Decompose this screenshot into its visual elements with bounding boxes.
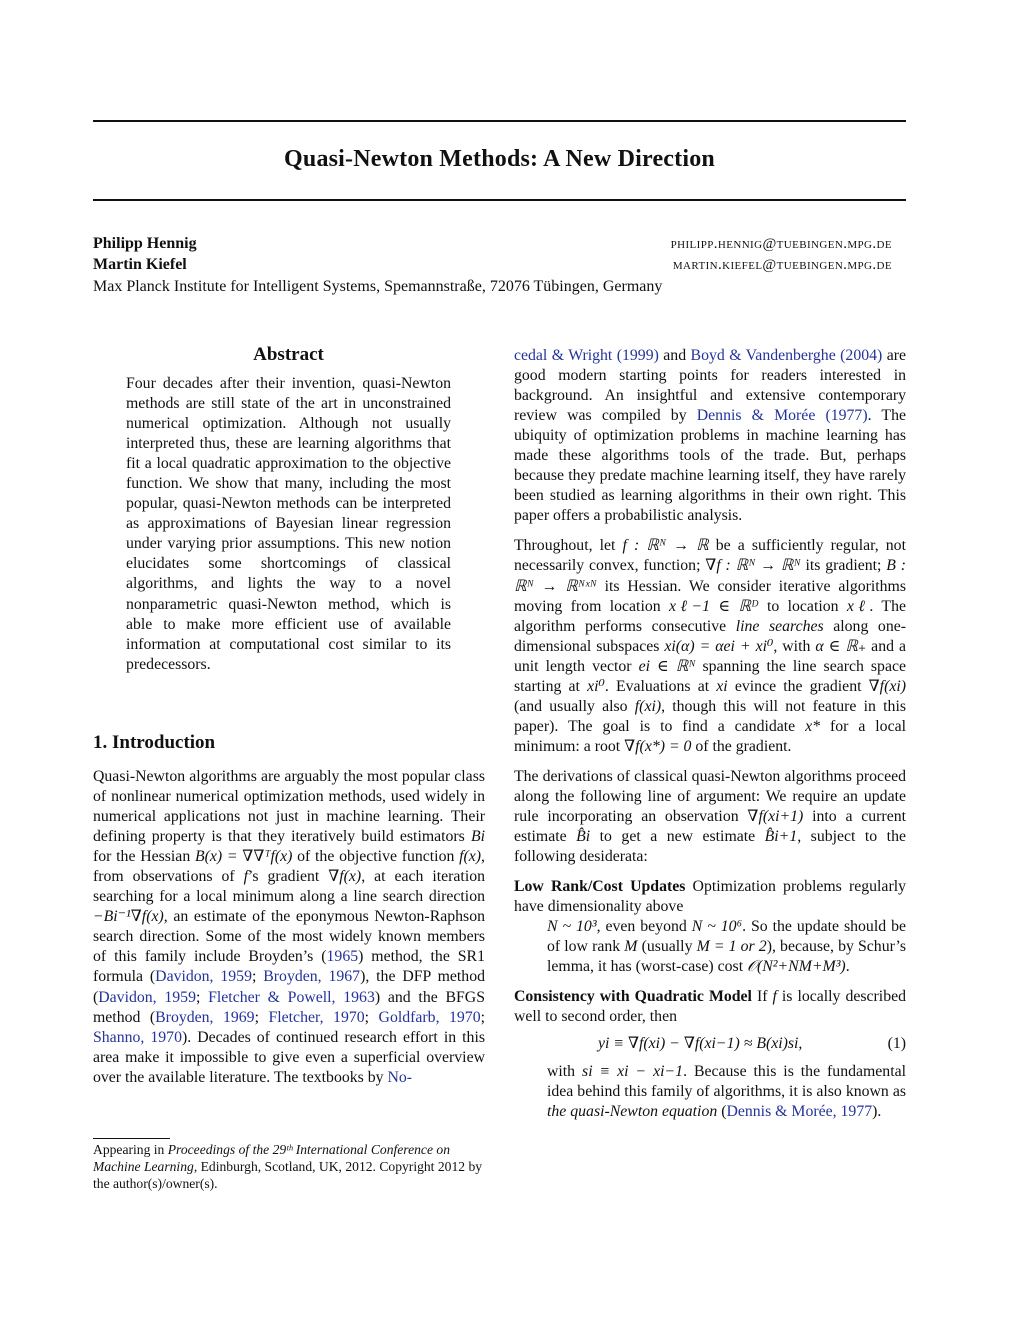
citation-link[interactable]: Dennis & Morée, 1977 [726, 1102, 873, 1120]
section-heading-introduction: 1. Introduction [93, 732, 216, 753]
citation-link[interactable]: Fletcher, 1970 [268, 1008, 365, 1026]
right-column-text [514, 346, 906, 1132]
citation-link[interactable]: Goldfarb, 1970 [378, 1008, 481, 1026]
author-row-2 [93, 255, 906, 275]
citation-link[interactable]: Boyd & Vandenberghe (2004) [690, 347, 883, 364]
citation-link[interactable]: Dennis & Morée (1977) [696, 407, 868, 425]
title-rule-bottom [93, 199, 906, 201]
left-column-text [93, 767, 485, 1088]
intro-paragraph-3: Throughout, let f : ℝᴺ → ℝ be a sufficiently regular, not necessarily convex, function; ∇f : ℝᴺ → ℝᴺ its gradient; B : ℝᴺ → ℝᴺˣᴺ its Hessian. We consider iterative algorithms moving from location xℓ−1 ∈ ℝᴰ to location xℓ. The algorithm performs consecutive line searches along one-dimensional subspaces xi(α) = αei + xi⁰, with α ∈ ℝ₊ and a unit length vector ei ∈ ℝᴺ spanning the line search space starting at xi⁰. Evaluations at xi evince the gradient ∇f(xi) (and usually also f(xi), though this will not feature in this paper). The goal is to find a candidate x* for a local minimum: a root ∇f(x*) = 0 of the gradient. [514, 537, 906, 755]
footnote: Appearing in Proceedings of the 29ᵗʰ International Conference on Machine Learning, Edinburgh, Scotland, UK, 2012. Copyright 2012 by the author(s)/owner(s). [93, 1142, 483, 1191]
title-rule-top [93, 120, 906, 122]
equation-content: yi ≡ ∇f(xi) − ∇f(xi−1) ≈ B(xi)si, [598, 1034, 803, 1052]
author-name: Philipp Hennig [93, 235, 197, 252]
desiderata-item-consistency: Consistency with Quadratic Model If f is locally described well to second order, then yi ≡ ∇f(xi) − ∇f(xi−1) ≈ B(xi)si, (1) with si ≡ xi − xi−1. Because this is the fundamental idea behind this family of algorithms, it is also known as the quasi-Newton equation (Dennis & Morée, 1977). [514, 987, 906, 1121]
author-name: Martin Kiefel [93, 256, 187, 273]
intro-paragraph-4: The derivations of classical quasi-Newton algorithms proceed along the following line of argument: We require an update rule incorporating an observation ∇f(xi+1) into a current estimate B̂i to get a new estimate B̂i+1, subject to the following desiderata: [514, 767, 906, 866]
author-row-1 [93, 234, 906, 254]
citation-link[interactable]: Davidon, 1959 [155, 968, 252, 986]
author-email: martin.kiefel@tuebingen.mpg.de [672, 257, 892, 273]
desiderata-item-low-rank: Low Rank/Cost Updates Optimization problems regularly have dimensionality above N ~ 10³, even beyond N ~ 10⁶. So the update should be of low rank M (usually M = 1 or 2), because, by Schur’s lemma, it has (worst-case) cost 𝒪(N²+NM+M³). [514, 877, 906, 977]
citation-link[interactable]: 1965 [326, 948, 359, 966]
affiliation: Max Planck Institute for Intelligent Systems, Spemannstraße, 72076 Tübingen, Germany [93, 278, 663, 295]
author-email: philipp.hennig@tuebingen.mpg.de [670, 236, 892, 252]
intro-paragraph-1: Quasi-Newton algorithms are arguably the most popular class of nonlinear numerical optimization methods, used widely in numerical applications not just in machine learning. Their defining property is that they iteratively build estimators Bi for the Hessian B(x) = ∇∇ᵀf(x) of the objective function f(x), from observations of f’s gradient ∇f(x), at each iteration searching for a local minimum along a line search direction −Bi⁻¹∇f(x), an estimate of the eponymous Newton-Raphson search direction. Some of the most widely known members of this family include Broyden’s (1965) method, the SR1 formula (Davidon, 1959; Broyden, 1967), the DFP method (Davidon, 1959; Fletcher & Powell, 1963) and the BFGS method (Broyden, 1969; Fletcher, 1970; Goldfarb, 1970; Shanno, 1970). Decades of continued research effort in this area make it impossible to give even a superficial overview over the available literature. The textbooks by No- [93, 768, 485, 1086]
citation-link[interactable]: Broyden, 1969 [155, 1008, 255, 1026]
citation-link[interactable]: Broyden, 1967 [263, 968, 361, 986]
citation-link[interactable]: Fletcher & Powell, 1963 [208, 988, 375, 1006]
equation-1 [514, 1032, 906, 1060]
paper-title: Quasi-Newton Methods: A New Direction [284, 146, 715, 172]
citation-link[interactable]: cedal & Wright (1999) [514, 347, 659, 364]
abstract-heading: Abstract [253, 344, 324, 365]
citation-link[interactable]: Shanno, 1970 [93, 1028, 182, 1046]
equation-number: (1) [887, 1034, 906, 1052]
desiderata-body: with si ≡ xi − xi−1. Because this is the fundamental idea behind this family of algorithms, it is also known as the quasi-Newton equation (Dennis & Morée, 1977). [547, 1062, 906, 1120]
citation-link[interactable]: Davidon, 1959 [98, 988, 196, 1006]
footnote-rule [93, 1138, 170, 1139]
desiderata-body: N ~ 10³, even beyond N ~ 10⁶. So the update should be of low rank M (usually M = 1 or 2), because, by Schur’s lemma, it has (worst-case) cost 𝒪(N²+NM+M³). [547, 918, 906, 976]
abstract-text: Four decades after their invention, quasi-Newton methods are still state of the art in unconstrained numerical optimization. Although not usually interpreted thus, these are learning algorithms that fit a local quadratic approximation to the objective function. We show that many, including the most popular, quasi-Newton methods can be interpreted as approximations of Bayesian linear regression under varying prior assumptions. This new notion elucidates some shortcomings of classical algorithms, and lights the way to a novel nonparametric quasi-Newton method, which is able to make more efficient use of available information at computational cost similar to its predecessors. [126, 375, 451, 673]
intro-paragraph-2: cedal & Wright (1999) and Boyd & Vandenberghe (2004) are good modern starting points for readers interested in background. An insightful and extensive contemporary review was compiled by Dennis & Morée (1977). The ubiquity of optimization problems in machine learning has made these algorithms tools of the trade. But, perhaps because they predate machine learning itself, they have rarely been studied as learning algorithms in their own right. This paper offers a probabilistic analysis. [514, 347, 906, 525]
desiderata-term: Low Rank/Cost Updates [514, 878, 686, 896]
citation-link[interactable]: No- [387, 1068, 413, 1086]
desiderata-term: Consistency with Quadratic Model [514, 988, 752, 1006]
